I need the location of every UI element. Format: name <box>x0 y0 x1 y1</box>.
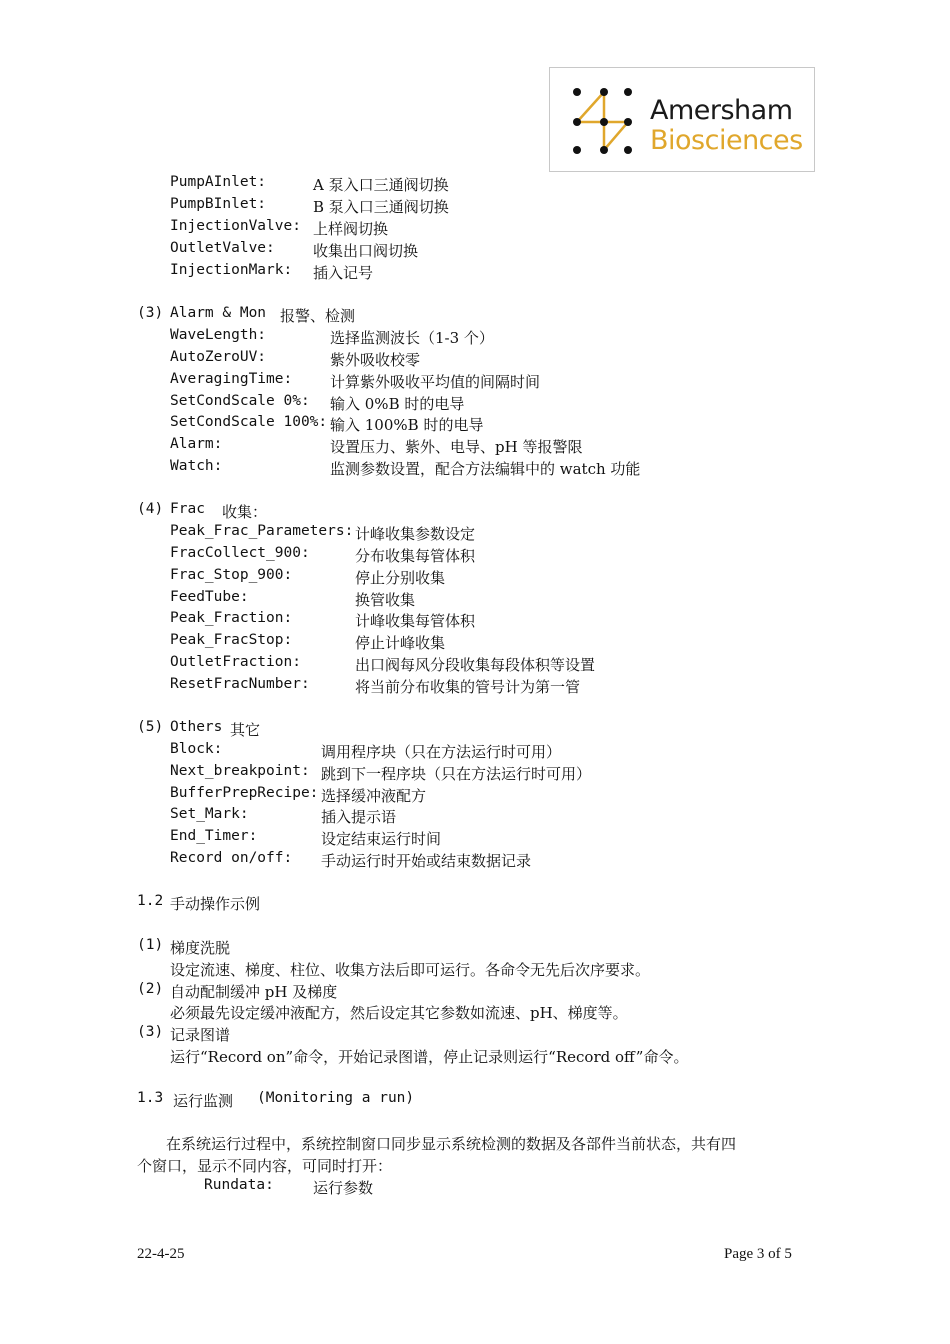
paragraph-line: 在系统运行过程中，系统控制窗口同步显示系统检测的数据及各部件当前状态，共有四 <box>166 1135 737 1153</box>
list-desc: 计峰收集参数设定 <box>355 525 476 543</box>
section-title: 运行监测 <box>173 1092 234 1110</box>
list-key: Set_Mark: <box>170 806 249 822</box>
item-body: 必须最先设定缓冲液配方，然后设定其它参数如流速、pH、梯度等。 <box>170 1004 628 1022</box>
list-desc: 监测参数设置，配合方法编辑中的 watch 功能 <box>330 460 641 478</box>
list-key: OutletFraction: <box>170 654 301 670</box>
list-key: OutletValve: <box>170 240 275 256</box>
list-key: InjectionMark: <box>170 262 293 278</box>
list-key: Peak_FracStop: <box>170 632 293 648</box>
list-desc: 将当前分布收集的管号计为第一管 <box>355 678 581 696</box>
list-key: FracCollect_900: <box>170 545 310 561</box>
paragraph-line: 个窗口，显示不同内容，可同时打开： <box>137 1157 393 1175</box>
item-number: (3) <box>137 1024 164 1040</box>
list-desc: 输入 0%B 时的电导 <box>330 395 465 413</box>
list-desc: 设定结束运行时间 <box>321 830 442 848</box>
section-heading-cn: 收集： <box>222 503 268 521</box>
section-heading-en: Frac <box>170 501 205 517</box>
list-key: Record on/off: <box>170 850 293 866</box>
section-number: 1.2 <box>137 893 164 909</box>
list-desc: 收集出口阀切换 <box>313 242 419 260</box>
list-desc: 停止计峰收集 <box>355 634 446 652</box>
list-key: Peak_Fraction: <box>170 610 293 626</box>
list-desc: 调用程序块（只在方法运行时可用） <box>321 743 562 761</box>
item-title: 梯度洗脱 <box>170 939 231 957</box>
list-desc: 上样阀切换 <box>313 220 389 238</box>
list-desc: 换管收集 <box>355 591 416 609</box>
list-desc: 选择监测波长（1-3 个） <box>330 329 494 347</box>
section-subtitle: (Monitoring a run) <box>257 1090 415 1106</box>
list-key: Rundata: <box>204 1177 274 1193</box>
list-desc: 紫外吸收校零 <box>330 351 421 369</box>
list-desc: B 泵入口三通阀切换 <box>313 198 449 216</box>
list-key: Alarm: <box>170 436 223 452</box>
list-key: Next_breakpoint: <box>170 763 310 779</box>
item-number: (2) <box>137 981 164 997</box>
footer-page-number: Page 3 of 5 <box>724 1246 792 1262</box>
section-number: (4) <box>137 501 164 517</box>
list-key: SetCondScale 0%: <box>170 393 310 409</box>
list-desc: 停止分别收集 <box>355 569 446 587</box>
logo-line2: Biosciences <box>650 125 803 156</box>
list-desc: 插入记号 <box>313 264 374 282</box>
list-key: SetCondScale 100%: <box>170 414 328 430</box>
list-key: Watch: <box>170 458 223 474</box>
list-desc: 插入提示语 <box>321 808 397 826</box>
list-key: ResetFracNumber: <box>170 676 310 692</box>
section-title: 手动操作示例 <box>170 895 261 913</box>
list-key: Block: <box>170 741 223 757</box>
list-key: InjectionValve: <box>170 218 301 234</box>
list-desc: 运行参数 <box>313 1179 374 1197</box>
section-number: 1.3 <box>137 1090 164 1106</box>
list-key: AutoZeroUV: <box>170 349 267 365</box>
list-desc: 出口阀每风分段收集每段体积等设置 <box>355 656 596 674</box>
list-key: Peak_Frac_Parameters: <box>170 523 354 539</box>
item-number: (1) <box>137 937 164 953</box>
list-key: FeedTube: <box>170 589 249 605</box>
section-heading-en: Others <box>170 719 223 735</box>
list-desc: 选择缓冲液配方 <box>321 787 427 805</box>
list-key: PumpBInlet: <box>170 196 267 212</box>
list-desc: 手动运行时开始或结束数据记录 <box>321 852 532 870</box>
list-desc: 分布收集每管体积 <box>355 547 476 565</box>
list-key: PumpAInlet: <box>170 174 267 190</box>
item-body: 运行“Record on”命令，开始记录图谱，停止记录则运行“Record off”命令。 <box>170 1048 689 1066</box>
list-desc: 输入 100%B 时的电导 <box>330 416 484 434</box>
list-key: End_Timer: <box>170 828 258 844</box>
section-number: (5) <box>137 719 164 735</box>
footer-date: 22-4-25 <box>137 1246 185 1262</box>
list-key: AveragingTime: <box>170 371 293 387</box>
list-desc: 跳到下一程序块（只在方法运行时可用） <box>321 765 592 783</box>
item-title: 自动配制缓冲 pH 及梯度 <box>170 983 338 1001</box>
list-desc: A 泵入口三通阀切换 <box>313 176 449 194</box>
list-desc: 计峰收集每管体积 <box>355 612 476 630</box>
amersham-logo <box>549 67 815 172</box>
item-title: 记录图谱 <box>170 1026 231 1044</box>
list-desc: 计算紫外吸收平均值的间隔时间 <box>330 373 541 391</box>
list-desc: 设置压力、紫外、电导、pH 等报警限 <box>330 438 583 456</box>
list-key: Frac_Stop_900: <box>170 567 293 583</box>
section-heading-cn: 其它 <box>230 721 261 739</box>
section-heading-cn: 报警、检测 <box>280 307 356 325</box>
section-heading-en: Alarm & Mon <box>170 305 267 321</box>
list-key: BufferPrepRecipe: <box>170 785 319 801</box>
item-body: 设定流速、梯度、柱位、收集方法后即可运行。各命令无先后次序要求。 <box>170 961 651 979</box>
list-key: WaveLength: <box>170 327 267 343</box>
logo-dots-icon <box>564 82 644 158</box>
section-number: (3) <box>137 305 164 321</box>
logo-line1: Amersham <box>650 95 793 126</box>
